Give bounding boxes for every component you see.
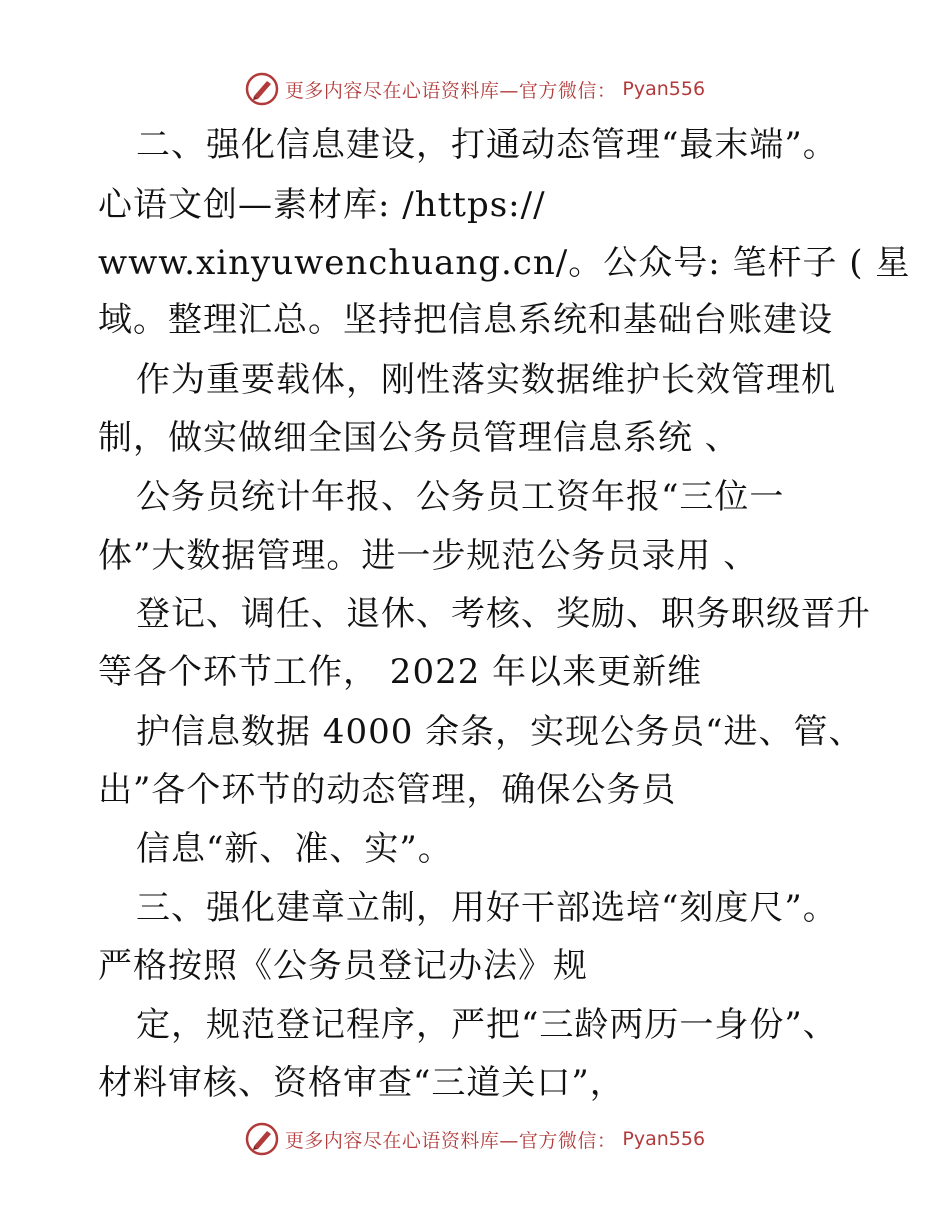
body-line: www.xinyuwenchuang.cn/。公众号: 笔杆子 ( 星 [98, 243, 911, 283]
body-line: 材料审核、资格审查“三道关口”， [98, 1063, 625, 1103]
watermark-text: 更多内容尽在心语资料库—官方微信： [284, 79, 617, 102]
body-line: 三、强化建章立制，用好干部选培“刻度尺”。 [136, 888, 838, 928]
pen-logo-icon [245, 72, 279, 106]
body-line: 公务员统计年报、公务员工资年报“三位一 [136, 477, 785, 517]
body-line: 定，规范登记程序，严把“三龄两历一身份”、 [136, 1005, 838, 1045]
watermark-account: Pyan556 [622, 1128, 706, 1150]
body-line: 登记、调任、退休、考核、奖励、职务职级晋升 [136, 594, 871, 634]
body-line: 体”大数据管理。进一步规范公务员录用 、 [98, 536, 759, 576]
body-line: 心语文创—素材库: /https:// [98, 185, 546, 225]
header-watermark [0, 72, 950, 106]
footer-watermark [0, 1122, 950, 1156]
pen-logo-icon [245, 1122, 279, 1156]
body-line: 护信息数据 4000 余条，实现公务员“进、管、 [136, 712, 864, 752]
body-line: 制，做实做细全国公务员管理信息系统 、 [98, 418, 740, 458]
body-line: 二、强化信息建设，打通动态管理“最末端”。 [136, 125, 838, 165]
watermark-account: Pyan556 [622, 78, 706, 100]
body-line: 信息“新、准、实”。 [136, 829, 453, 869]
body-line: 作为重要载体，刚性落实数据维护长效管理机 [136, 360, 836, 400]
body-line: 出”各个环节的动态管理，确保公务员 [98, 770, 677, 810]
body-line: 域。整理汇总。坚持把信息系统和基础台账建设 [98, 300, 833, 340]
body-line: 严格按照《公务员登记办法》规 [98, 946, 588, 986]
watermark-text: 更多内容尽在心语资料库—官方微信： [284, 1129, 617, 1152]
body-line: 等各个环节工作， 2022 年以来更新维 [98, 652, 703, 692]
